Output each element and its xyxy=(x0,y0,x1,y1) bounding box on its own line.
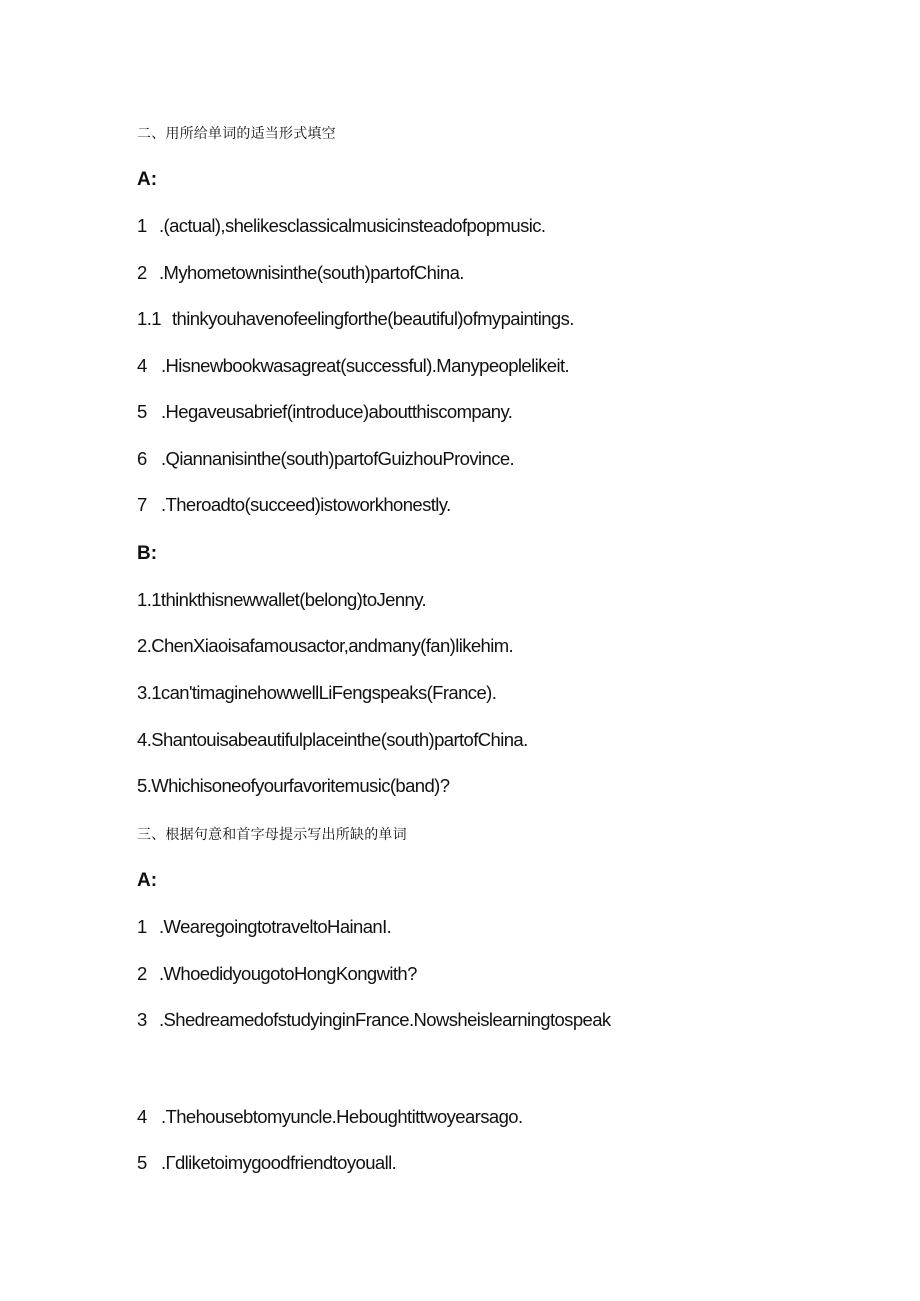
question-number: 1 xyxy=(137,215,147,236)
question-text: .Qiannanisinthe(south)partofGuizhouProvince. xyxy=(161,448,515,469)
question-line xyxy=(137,215,545,237)
question-line xyxy=(137,355,569,377)
question-text: .WhoedidyougotoHongKongwith? xyxy=(159,963,417,984)
question-text: .Myhometownisinthe(south)partofChina. xyxy=(159,262,464,283)
question-line xyxy=(137,1152,396,1174)
section-2-part-a-label: A: xyxy=(137,169,158,190)
question-line xyxy=(137,401,512,423)
question-line xyxy=(137,262,464,284)
question-text: .Hisnewbookwasagreat(successful).Manypeoplelikeit. xyxy=(161,355,570,376)
question-number: 5 xyxy=(137,401,147,422)
question-number: 5 xyxy=(137,1152,147,1173)
question-line xyxy=(137,494,451,516)
section-2-part-b-label: B: xyxy=(137,543,158,564)
question-line xyxy=(137,963,417,985)
section-3-part-a-label: A: xyxy=(137,870,158,891)
question-text: .Hegaveusabrief(introduce)aboutthiscompany. xyxy=(161,401,513,422)
question-line: 2.ChenXiaoisafamousactor,andmany(fan)likehim. xyxy=(137,635,514,656)
question-line: 1.1thinkthisnewwallet(belong)toJenny. xyxy=(137,589,427,610)
question-text: thinkyouhavenofeelingforthe(beautiful)ofmypaintings. xyxy=(172,308,574,329)
question-number: 7 xyxy=(137,494,147,515)
question-line xyxy=(137,308,574,330)
question-text: .Theroadto(succeed)istoworkhonestly. xyxy=(161,494,451,515)
question-text: .WearegoingtotraveltoHainanI. xyxy=(159,916,392,937)
question-line: 5.Whichisoneofyourfavoritemusic(band)? xyxy=(137,775,450,796)
question-number: 1 xyxy=(137,916,147,937)
section-2-title: 二、用所给单词的适当形式填空 xyxy=(137,126,336,142)
question-number: 1.1 xyxy=(137,308,161,329)
question-number: 2 xyxy=(137,963,147,984)
question-number: 2 xyxy=(137,262,147,283)
question-number: 3 xyxy=(137,1009,147,1030)
question-number: 6 xyxy=(137,448,147,469)
question-line xyxy=(137,448,514,470)
question-number: 4 xyxy=(137,1106,147,1127)
question-text: .(actual),shelikesclassicalmusicinsteadofpopmusic. xyxy=(159,215,546,236)
question-number: 4 xyxy=(137,355,147,376)
section-3-title: 三、根据句意和首字母提示写出所缺的单词 xyxy=(137,827,407,843)
question-line: 3.1can'timaginehowwellLiFengspeaks(France). xyxy=(137,682,497,703)
question-line xyxy=(137,1106,523,1128)
question-line xyxy=(137,1009,611,1031)
question-text: .Гdliketoimygoodfriendtoyouall. xyxy=(161,1152,397,1173)
question-text: .Thehousebtomyuncle.Heboughtittwoyearsago. xyxy=(161,1106,523,1127)
question-line xyxy=(137,916,391,938)
question-line: 4.Shantouisabeautifulplaceinthe(south)partofChina. xyxy=(137,729,528,750)
question-text: .ShedreamedofstudyinginFrance.Nowsheislearningtospeak xyxy=(159,1009,611,1030)
